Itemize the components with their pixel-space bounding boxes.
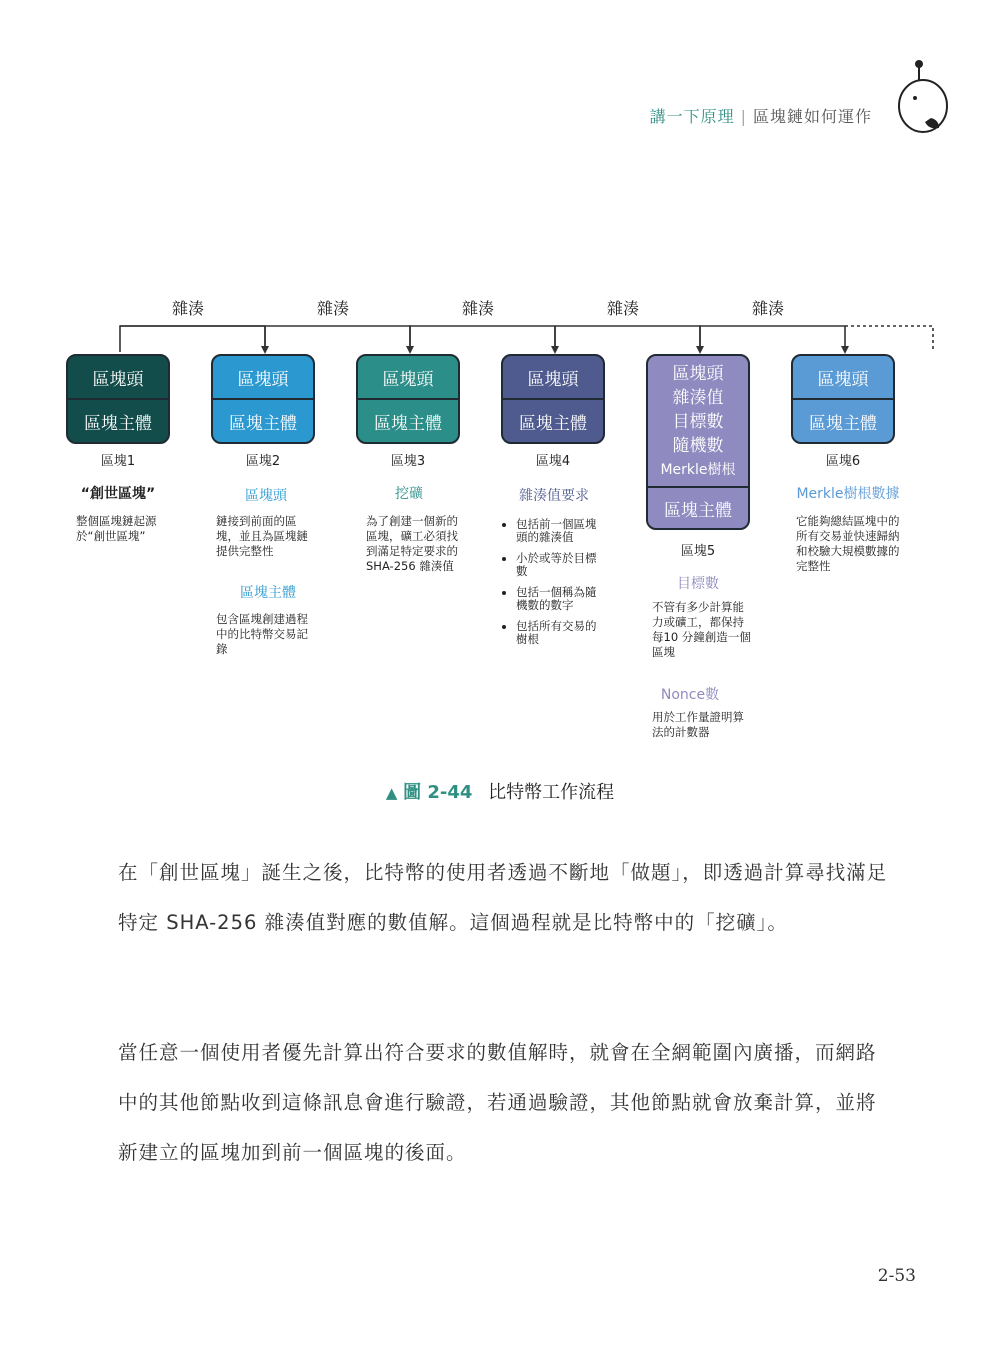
b2-text-2: 包含區塊創建過程中的比特幣交易記錄 (216, 612, 308, 656)
block-6-body: 區塊主體 (809, 413, 877, 434)
block-5-label: 區塊5 (680, 544, 716, 559)
block-2-header: 區塊頭 (213, 356, 313, 400)
b5-text-2: 用於工作量證明算法的計數器 (652, 710, 744, 739)
hash-label-1: 雜湊 (172, 299, 205, 318)
b4-item: • 包括前一個區塊頭的雜湊值 (516, 518, 602, 544)
b5-title-1: 目標數 (677, 576, 719, 592)
block-5 (646, 354, 750, 530)
b2-title-2: 區塊主體 (240, 585, 296, 601)
block-3-header: 區塊頭 (358, 356, 458, 400)
figure-title: 比特幣工作流程 (488, 782, 615, 803)
b4-item: • 包括一個稱為隨機數的數字 (516, 586, 602, 612)
b3-text: 為了創建一個新的區塊，礦工必須找到滿足特定要求的 SHA-256 雜湊值 (366, 514, 458, 573)
block-5-header-line: 目標數 (672, 412, 724, 432)
hash-connectors (0, 0, 1000, 360)
chapter-title: 講一下原理 (649, 107, 735, 126)
block-2-label: 區塊2 (245, 454, 281, 469)
b4-item: • 包括所有交易的樹根 (516, 620, 602, 646)
b2-title-1: 區塊頭 (245, 488, 287, 504)
paragraph-1: 在「創世區塊」誕生之後，比特幣的使用者透過不斷地「做題」，即透過計算尋找滿足特定 SHA-256 雜湊值對應的數值解。這個過程就是比特幣中的「挖礦」。 (118, 861, 888, 934)
block-2-body: 區塊主體 (229, 413, 297, 434)
header-separator: | (740, 107, 747, 126)
block-1-label: 區塊1 (100, 454, 136, 469)
paragraph-2: 當任意一個使用者優先計算出符合要求的數值解時，就會在全網範圍內廣播，而網路中的其他節點收到這條訊息會進行驗證，若通過驗證，其他節點就會放棄計算，並將新建立的區塊加到前一個區塊的後面。 (118, 1041, 877, 1164)
block-4-header: 區塊頭 (503, 356, 603, 400)
block-4-body: 區塊主體 (519, 413, 587, 434)
b6-text: 它能夠總結區塊中的所有交易並快速歸納和校驗大規模數據的完整性 (796, 514, 900, 573)
hash-label-4: 雜湊 (607, 299, 640, 318)
hash-label-3: 雜湊 (462, 299, 495, 318)
block-4-label: 區塊4 (535, 454, 571, 469)
b1-text: 整個區塊鏈起源於“創世區塊” (76, 514, 157, 543)
hash-label-2: 雜湊 (317, 299, 350, 318)
b4-item: • 小於或等於目標數 (516, 552, 602, 578)
block-2 (211, 354, 315, 444)
block-1-body: 區塊主體 (84, 413, 152, 434)
block-5-header-line: 區塊頭 (672, 364, 724, 384)
block-5-header-line: 隨機數 (672, 436, 724, 456)
block-5-header-line: Merkle樹根 (660, 462, 736, 478)
b5-text-1: 不管有多少計算能力或礦工，都保持每10 分鐘創造一個區塊 (652, 600, 751, 659)
block-5-body: 區塊主體 (664, 500, 732, 521)
caption-marker: ▲ (385, 784, 398, 802)
block-1 (66, 354, 170, 444)
block-6 (791, 354, 895, 444)
block-3-body: 區塊主體 (374, 413, 442, 434)
b4-list (506, 518, 602, 654)
figure-number: 圖 2-44 (403, 782, 473, 803)
b3-title: 挖礦 (395, 486, 423, 502)
block-6-label: 區塊6 (825, 454, 861, 469)
block-1-header: 區塊頭 (68, 356, 168, 400)
b5-title-2: Nonce數 (660, 687, 720, 703)
page-number: 2-53 (877, 1266, 916, 1286)
block-3 (356, 354, 460, 444)
block-6-header: 區塊頭 (793, 356, 893, 400)
section-title: 區塊鏈如何運作 (752, 107, 872, 126)
b2-text-1: 鏈接到前面的區塊，並且為區塊鏈提供完整性 (216, 514, 308, 558)
block-4 (501, 354, 605, 444)
block-5-header (648, 356, 748, 488)
hash-label-5: 雜湊 (752, 299, 785, 318)
block-3-label: 區塊3 (390, 454, 426, 469)
b4-title: 雜湊值要求 (519, 488, 589, 504)
block-5-header-line: 雜湊值 (672, 388, 724, 408)
b1-title: “創世區塊” (80, 486, 156, 502)
b6-title: Merkle樹根數據 (796, 486, 900, 502)
figure-caption (0, 778, 1000, 804)
